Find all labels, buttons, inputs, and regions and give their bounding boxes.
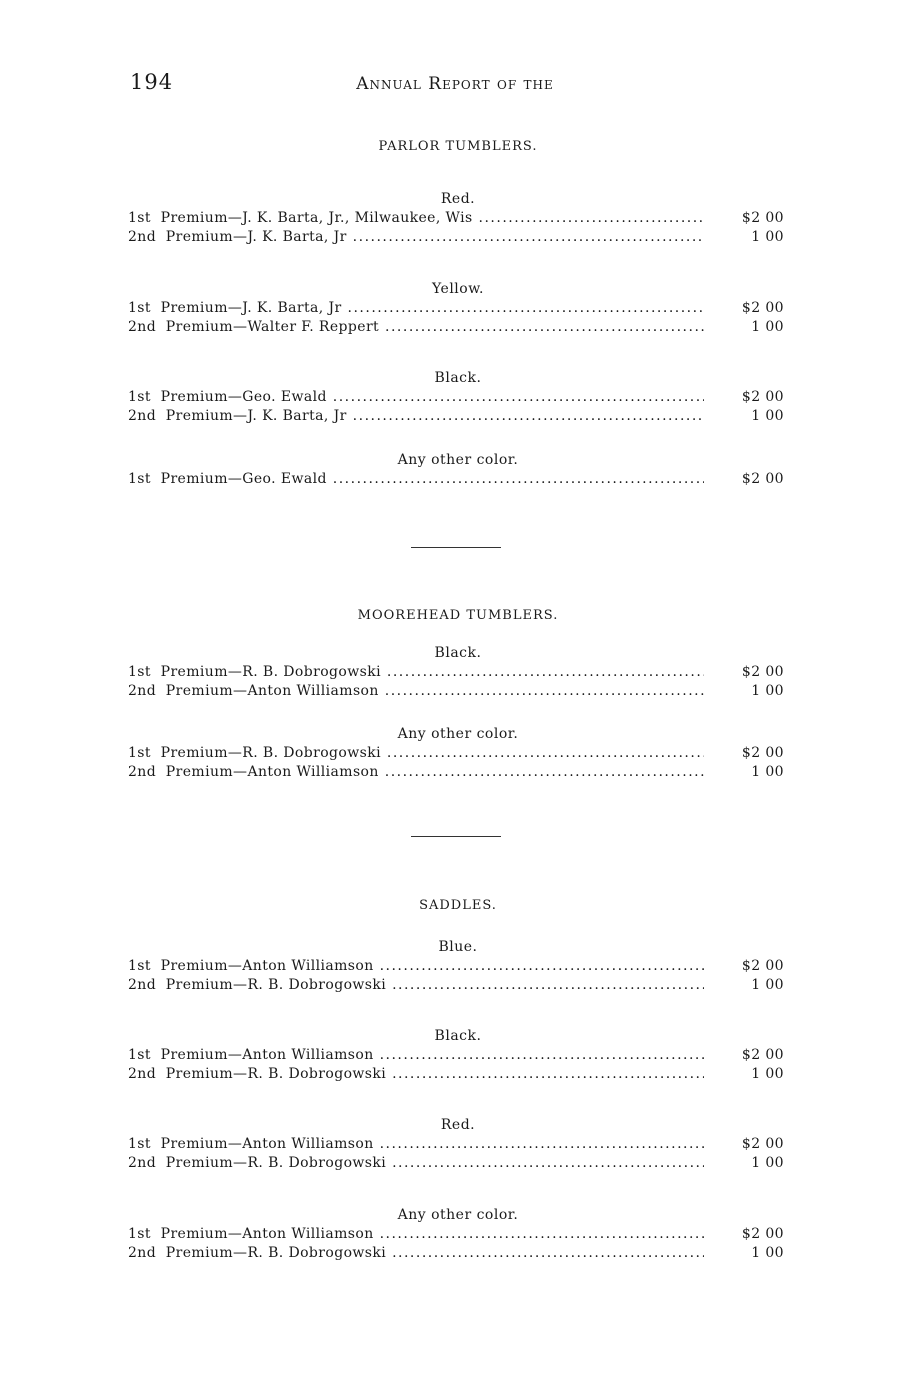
premium-row bbox=[128, 744, 784, 763]
section-parlor-tumblers bbox=[128, 137, 784, 489]
group-title-any-other-color: Any other color. bbox=[397, 1207, 519, 1223]
premium-amount: $2 00 bbox=[741, 1047, 784, 1063]
premium-amount: 1 00 bbox=[751, 1066, 784, 1082]
premium-entry: 1st Premium—Anton Williamson ..... bbox=[128, 957, 704, 976]
group-title-any-other-color: Any other color. bbox=[397, 452, 519, 468]
premium-amount: 1 00 bbox=[751, 977, 784, 993]
premium-row bbox=[128, 1225, 784, 1244]
group-title-blue: Blue. bbox=[438, 939, 478, 955]
premium-entry: 2nd Premium—Anton Williamson ..... bbox=[128, 682, 704, 701]
section-title: PARLOR TUMBLERS. bbox=[378, 139, 538, 154]
running-head: Annual Report of the bbox=[356, 74, 554, 94]
premium-row bbox=[128, 388, 784, 407]
premium-entry: 1st Premium—Anton Williamson ..... bbox=[128, 1225, 704, 1244]
premium-entry: 2nd Premium—Walter F. Reppert ..... bbox=[128, 318, 704, 337]
premium-amount: $2 00 bbox=[741, 958, 784, 974]
premium-amount: 1 00 bbox=[751, 408, 784, 424]
premium-entry: 1st Premium—Geo. Ewald ..... bbox=[128, 470, 704, 489]
section-saddles bbox=[128, 896, 784, 1263]
premium-row bbox=[128, 976, 784, 995]
section-divider bbox=[411, 836, 501, 837]
group-title-black: Black. bbox=[434, 645, 482, 661]
premium-entry: 1st Premium—Anton Williamson ..... bbox=[128, 1046, 704, 1065]
group-title-yellow: Yellow. bbox=[432, 281, 484, 297]
premium-row bbox=[128, 763, 784, 782]
group-title-black: Black. bbox=[434, 370, 482, 386]
section-moorehead-tumblers bbox=[128, 606, 784, 782]
premium-amount: $2 00 bbox=[741, 389, 784, 405]
premium-entry: 2nd Premium—J. K. Barta, Jr ..... bbox=[128, 407, 704, 426]
group-title-red: Red. bbox=[440, 1117, 476, 1133]
premium-entry: 1st Premium—J. K. Barta, Jr., Milwaukee, Wis ..... bbox=[128, 209, 704, 228]
premium-row bbox=[128, 470, 784, 489]
premium-row bbox=[128, 209, 784, 228]
section-title: MOOREHEAD TUMBLERS. bbox=[357, 608, 559, 623]
premium-row bbox=[128, 957, 784, 976]
premium-row bbox=[128, 1135, 784, 1154]
premium-amount: $2 00 bbox=[741, 1226, 784, 1242]
section-title: SADDLES. bbox=[419, 898, 497, 913]
premium-entry: 1st Premium—Geo. Ewald ..... bbox=[128, 388, 704, 407]
premium-amount: 1 00 bbox=[751, 683, 784, 699]
premium-entry: 1st Premium—R. B. Dobrogowski ..... bbox=[128, 744, 704, 763]
premium-row bbox=[128, 1244, 784, 1263]
premium-row bbox=[128, 663, 784, 682]
premium-amount: $2 00 bbox=[741, 471, 784, 487]
premium-amount: $2 00 bbox=[741, 300, 784, 316]
premium-row bbox=[128, 299, 784, 318]
premium-row bbox=[128, 407, 784, 426]
premium-row bbox=[128, 318, 784, 337]
premium-entry: 2nd Premium—R. B. Dobrogowski ..... bbox=[128, 1154, 704, 1173]
premium-row bbox=[128, 1065, 784, 1084]
premium-amount: 1 00 bbox=[751, 764, 784, 780]
premium-entry: 1st Premium—R. B. Dobrogowski ..... bbox=[128, 663, 704, 682]
premium-amount: $2 00 bbox=[741, 1136, 784, 1152]
premium-amount: $2 00 bbox=[741, 210, 784, 226]
premium-row bbox=[128, 1154, 784, 1173]
premium-entry: 2nd Premium—Anton Williamson ..... bbox=[128, 763, 704, 782]
group-title-black: Black. bbox=[434, 1028, 482, 1044]
section-divider bbox=[411, 547, 501, 548]
premium-amount: $2 00 bbox=[741, 745, 784, 761]
premium-amount: 1 00 bbox=[751, 229, 784, 245]
premium-row bbox=[128, 228, 784, 247]
premium-entry: 1st Premium—Anton Williamson ..... bbox=[128, 1135, 704, 1154]
page-number: 194 bbox=[130, 70, 174, 94]
premium-entry: 2nd Premium—R. B. Dobrogowski ..... bbox=[128, 976, 704, 995]
group-title-red: Red. bbox=[440, 191, 476, 207]
premium-amount: $2 00 bbox=[741, 664, 784, 680]
premium-entry: 2nd Premium—R. B. Dobrogowski ..... bbox=[128, 1065, 704, 1084]
group-title-any-other-color: Any other color. bbox=[397, 726, 519, 742]
premium-amount: 1 00 bbox=[751, 1155, 784, 1171]
premium-row bbox=[128, 682, 784, 701]
premium-amount: 1 00 bbox=[751, 319, 784, 335]
premium-amount: 1 00 bbox=[751, 1245, 784, 1261]
premium-row bbox=[128, 1046, 784, 1065]
premium-entry: 1st Premium—J. K. Barta, Jr ..... bbox=[128, 299, 704, 318]
premium-entry: 2nd Premium—J. K. Barta, Jr ..... bbox=[128, 228, 704, 247]
premium-entry: 2nd Premium—R. B. Dobrogowski ..... bbox=[128, 1244, 704, 1263]
